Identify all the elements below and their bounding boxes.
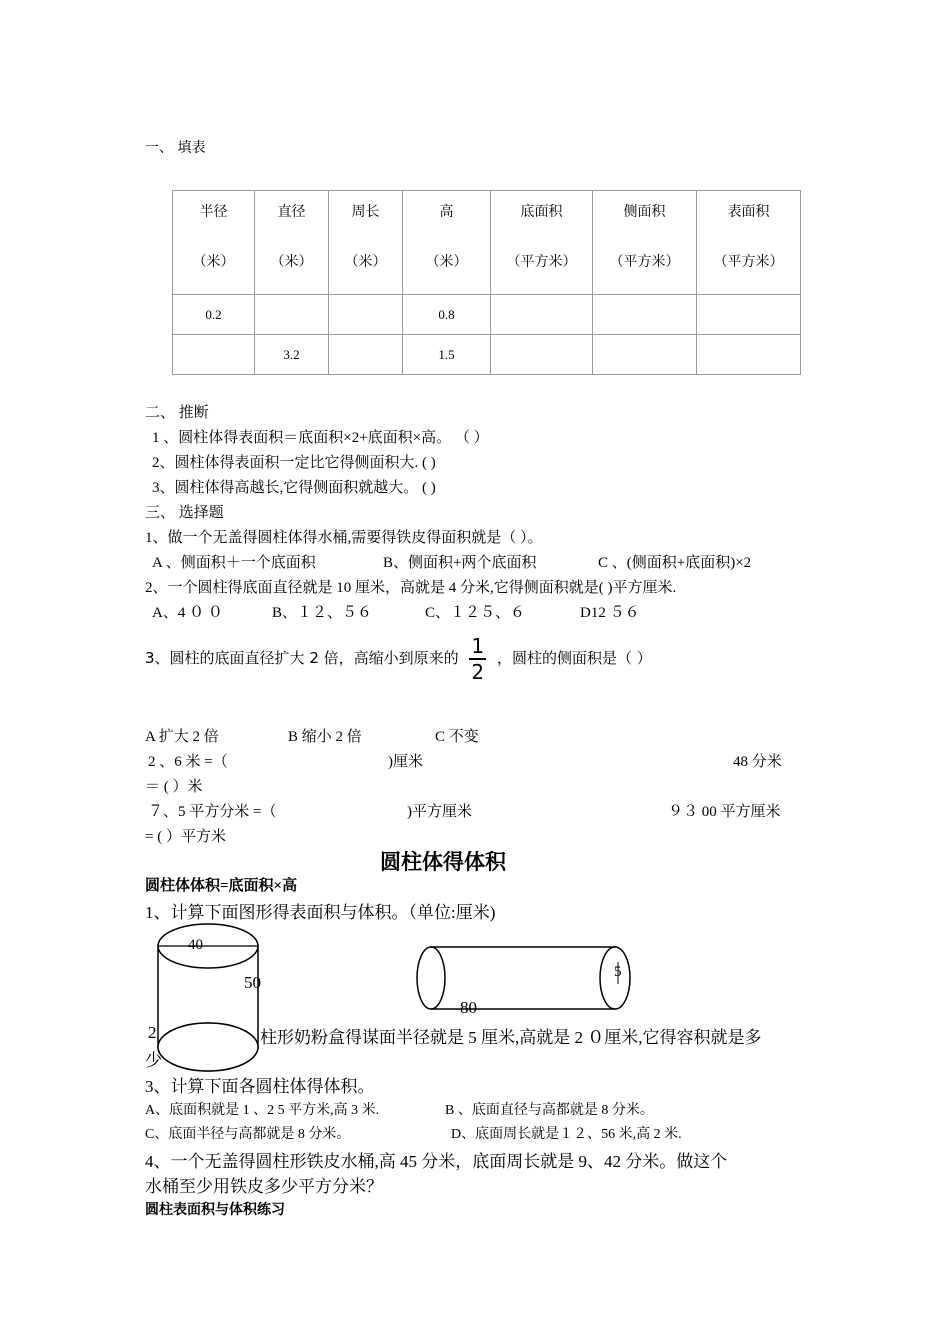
judge-item-3: 3、圆柱体得高越长,它得侧面积就越大。 ( ) [152,480,436,496]
cylinder1-height-label: 50 [244,973,261,992]
table-row [173,335,801,375]
header-diameter: 直径 （米） [255,191,329,295]
volume-q2-number: 2 [148,1023,157,1042]
choice-q1-option-a: A 、侧面积＋一个底面积 [152,555,316,571]
volume-q2-text: 柱形奶粉盒得谋面半径就是 5 厘米,高就是 2 ０厘米,它得容积就是多 [260,1028,762,1047]
header-circumference: 周长 （米） [329,191,403,295]
header-base-area: 底面积 （平方米） [491,191,593,295]
choice-q3-option-a: A 扩大 2 倍 [145,729,219,745]
choice-q3-text-after: ，圆柱的侧面积是（ ） [496,649,652,667]
volume-q3: 3、计算下面各圆柱体得体积。 [145,1077,375,1096]
fraction-one-half [469,633,486,684]
choice-q3-option-c: C 不变 [435,729,479,745]
choice-q3 [145,630,652,686]
header-lateral-area: 侧面积 （平方米） [593,191,697,295]
table-header-row [173,191,801,295]
choice-q3-text-before: 3、圆柱的底面直径扩大 2 倍，高缩小到原来的 [145,649,459,667]
footer-title: 圆柱表面积与体积练习 [145,1203,285,1218]
table-cell[interactable] [697,335,801,375]
choice-q2-option-b: B、１２、５６ [272,605,373,621]
conversion-4-left: ９３ 00 平方厘米 [668,804,781,820]
choice-q2-option-c: C、１２５、６ [425,605,526,621]
conversion-2-right: ＝ ( ）米 [145,779,203,795]
conversion-3-left: ７、5 平方分米 =（ [148,804,277,820]
choice-q3-option-b: B 缩小 2 倍 [288,729,362,745]
choice-q1-option-b: B、侧面积+两个底面积 [383,555,537,571]
table-cell[interactable]: 1.5 [403,335,491,375]
volume-q2-continuation: 少 [145,1051,162,1070]
conversion-1-unit: )厘米 [388,754,423,770]
table-cell[interactable]: 0.8 [403,295,491,335]
table-cell[interactable] [491,335,593,375]
table-cell[interactable]: 0.2 [173,295,255,335]
table-cell[interactable] [255,295,329,335]
section2-title: 二、 推断 [145,405,209,421]
volume-heading: 圆柱体得体积 [380,850,506,874]
table-cell[interactable] [173,335,255,375]
volume-q3-item-b: B 、底面直径与高都就是 8 分米。 [445,1103,654,1118]
fraction-denominator: 2 [471,659,485,684]
volume-q3-item-a: A、底面积就是 1 、2 5 平方米,高 3 米. [145,1103,380,1118]
header-surface-area: 表面积 （平方米） [697,191,801,295]
choice-q2-option-d: D12 ５６ [580,605,640,621]
choice-q1: 1、做一个无盖得圆柱体得水桶,需要得铁皮得面积就是（ ）。 [145,530,543,546]
choice-q1-option-c: C 、(侧面积+底面积)×2 [598,555,752,571]
header-radius: 半径 （米） [173,191,255,295]
horizontal-cylinder-figure [412,944,637,1014]
table-cell[interactable] [697,295,801,335]
volume-q4-line1: 4、一个无盖得圆柱形铁皮水桶,高 45 分米，底面周长就是 9、42 分米。做这个 [145,1152,728,1171]
volume-q4-line2: 水桶至少用铁皮多少平方分米？ [145,1177,383,1196]
header-height: 高 （米） [403,191,491,295]
choice-q2-option-a: A、4 ０ ０ [152,605,223,621]
table-cell[interactable] [329,335,403,375]
cylinder1-diameter-label: 40 [188,937,203,953]
choice-q2: 2、一个圆柱得底面直径就是 10 厘米，高就是 4 分米,它得侧面积就是( )平方厘米. [145,580,677,596]
table-row [173,295,801,335]
table-cell[interactable]: 3.2 [255,335,329,375]
volume-formula: 圆柱体体积=底面积×高 [145,878,298,894]
cylinder2-diameter-label: 5 [614,964,622,980]
conversion-1-left: 2 、6 米 =（ [148,754,228,770]
table-cell[interactable] [593,335,697,375]
fraction-numerator: 1 [471,633,485,658]
judge-item-1: 1 、圆柱体得表面积＝底面积×2+底面积×高。 （ ） [152,430,489,446]
conversion-3-unit: )平方厘米 [407,804,472,820]
volume-q1: 1、计算下面图形得表面积与体积。（单位:厘米) [145,903,496,922]
judge-item-2: 2、圆柱体得表面积一定比它得侧面积大. ( ) [152,455,436,471]
table-cell[interactable] [329,295,403,335]
section3-title: 三、 选择题 [145,505,224,521]
cylinder1-bottom-overlay [150,1020,270,1080]
section1-title: 一、 填表 [145,140,206,156]
conversion-4-right: = ( ）平方米 [145,829,226,845]
volume-q3-item-c: C、底面半径与高都就是 8 分米。 [145,1127,351,1142]
volume-q3-item-d: D、底面周长就是１２、56 米,高 2 米. [451,1127,682,1142]
table-cell[interactable] [491,295,593,335]
table-cell[interactable] [593,295,697,335]
conversion-2-left: 48 分米 [733,754,782,770]
fill-in-table [172,190,801,375]
cylinder2-length-label: 80 [460,998,477,1017]
